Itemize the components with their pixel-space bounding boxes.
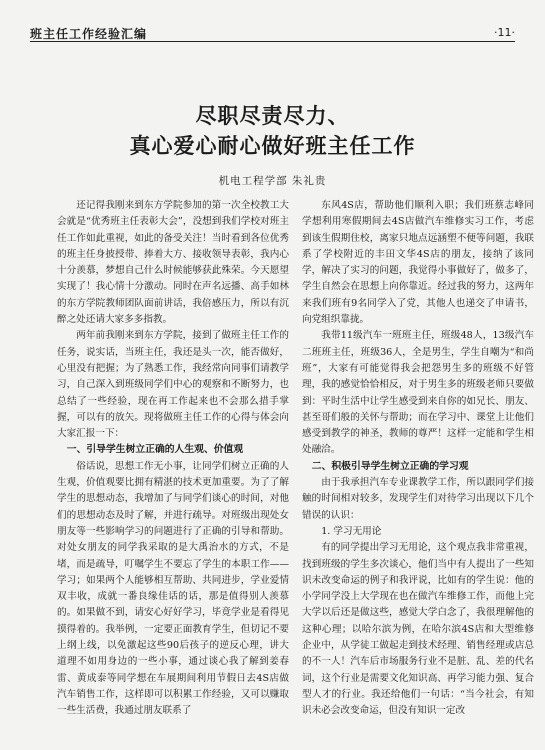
subheading: 1. 学习无用论 — [321, 525, 382, 537]
paragraph: 两年前我刚来到东方学院，接到了做班主任工作的任务，说实话，当班主任，我还是头一次，能否做好，心里没有把握；为了熟悉工作，我经常向同事们请教学习，自己深入到班级同学们中心的观察和不断努力，也总结了一些经验，现在再工作起来也不会那么措手掌握，可以有的放矢。现将做班主任工作的心得与体会向大家汇报一下： — [57, 330, 289, 440]
section-heading-1: 一、引导学生树立正确的人生观、价值观 — [66, 444, 244, 456]
paragraph: 由于我承担汽车专业课教学工作，所以跟同学们接触的时间相对较多，发现学生们对待学习出现以下几个错误的认识： — [302, 477, 534, 521]
paragraph: 有的同学提出学习无用论，这个观点我非常重视，找到班级的学生多次谈心，他们当中有人提出了一些知识未改变命运的例子和我评说，比如有的学生说：他的小学同学没上大学现在也在做汽车维修工作，而他上完大学以后还是做这些，感觉大学白念了，我很理解他的这种心理；以哈尔滨为例，在哈尔滨4S店和大型维修企业中，从学徒工做起走到技术经理、销售经理或店总的不一人！汽车后市场服务行业不是脏、乱、差的代名词，这个行业是需要文化知识高、再学习能力强、复合型人才的行业。我还给他们一句话：“当今社会，有知识未必会改变命运，但没有知识一定改 — [302, 542, 534, 717]
left-column — [57, 198, 289, 720]
right-column — [302, 198, 534, 720]
running-title: 班主任工作经验汇编 — [30, 27, 148, 41]
paragraph: 我带11级汽车一班班主任，班级48人，13级汽车二班班主任，班级36人，全是男生，学生自嘲为“和尚班”，大家有可能觉得我会把怨男生多的班级不好管理，我的感觉恰恰相反，对于男生多的班级老师只要做到：平时生活中让学生感受到来自你的如兄长、朋友、甚至哥们般的关怀与帮助；而在学习中、课堂上让他们感受到教学的神圣，教师的尊严！这样一定能和学生相处融洽。 — [302, 330, 534, 456]
paragraph: 还记得我刚来到东方学院参加的第一次全校教工大会就是“优秀班主任表彰大会”，没想到我们学校对班主任工作如此重视，如此的备受关注！当时看到各位优秀的班主任身披授带、捧着大方、接收领导表彰，我内心十分羡慕，梦想自己什么时候能够获此殊荣。今天愿望实现了！我心情十分激动。同时在声名远播、高手如林的东方学院教师团队面前讲话，我倍感压力，所以有沉醉之处还请大家多多指教。 — [57, 200, 289, 326]
article-title-line-1: 尽职尽责尽力、 — [195, 104, 350, 128]
section-heading-2: 二、积极引导学生树立正确的学习观 — [311, 460, 469, 472]
article-title-line-2: 真心爱心耐心做好班主任工作 — [129, 134, 416, 158]
running-header — [30, 25, 515, 42]
page-number: ·11· — [494, 26, 515, 39]
paragraph: 东风4S店，帮助他们顺利入职；我们班蔡志峰同学想利用寒假期间去4S店做汽车维修实习工作，考虑到该生假期住校，离家只地点远涵塑不便等问题，我联系了学校附近的丰田文华4S店的朋友，接纳了该同学，解决了实习的问题，我觉得小事做好了，做多了，学生自然会在思想上向你靠近。经过我的努力，这两年来我们班有9名同学入了党，其他人也递交了申请书，向党组织靠拢。 — [302, 200, 534, 326]
author-byline: 机电工程学部 朱礼贵 — [218, 175, 327, 187]
paragraph: 俗话说，思想工作无小事，让同学们树立正确的人生观，价值观要比拥有精湛的技术更加重要。为了了解学生的思想动态，我增加了与同学们谈心的时间，对他们的思想动态及时了解，并进行疏导。对班级出现处女朋友等一些影响学习的问题进行了正确的引导和帮助。对处女朋友的同学我采取的是大禹治水的方式，不是堵，而是疏导，叮嘱学生不要忘了学生的本职工作——学习；如果两个人能够相互帮助、共同进步，学业爱情双丰收，成就一番良缘佳话的话，那是值得别人羡慕的。如果做不到，请安心好好学习，毕竟学业是看得见摸得着的。我举例，一定要正面教育学生，但切记不要上纲上线，以免激起这些90后孩子的逆反心理，讲大道理不如用身边的一些小事，通过谈心我了解到姜春雷、黄成泰等同学想在车展期间利用节假日去4S店做汽车销售工作，这样即可以积累工作经验，又可以赚取一些生活费，我通过朋友联系了 — [57, 460, 289, 717]
